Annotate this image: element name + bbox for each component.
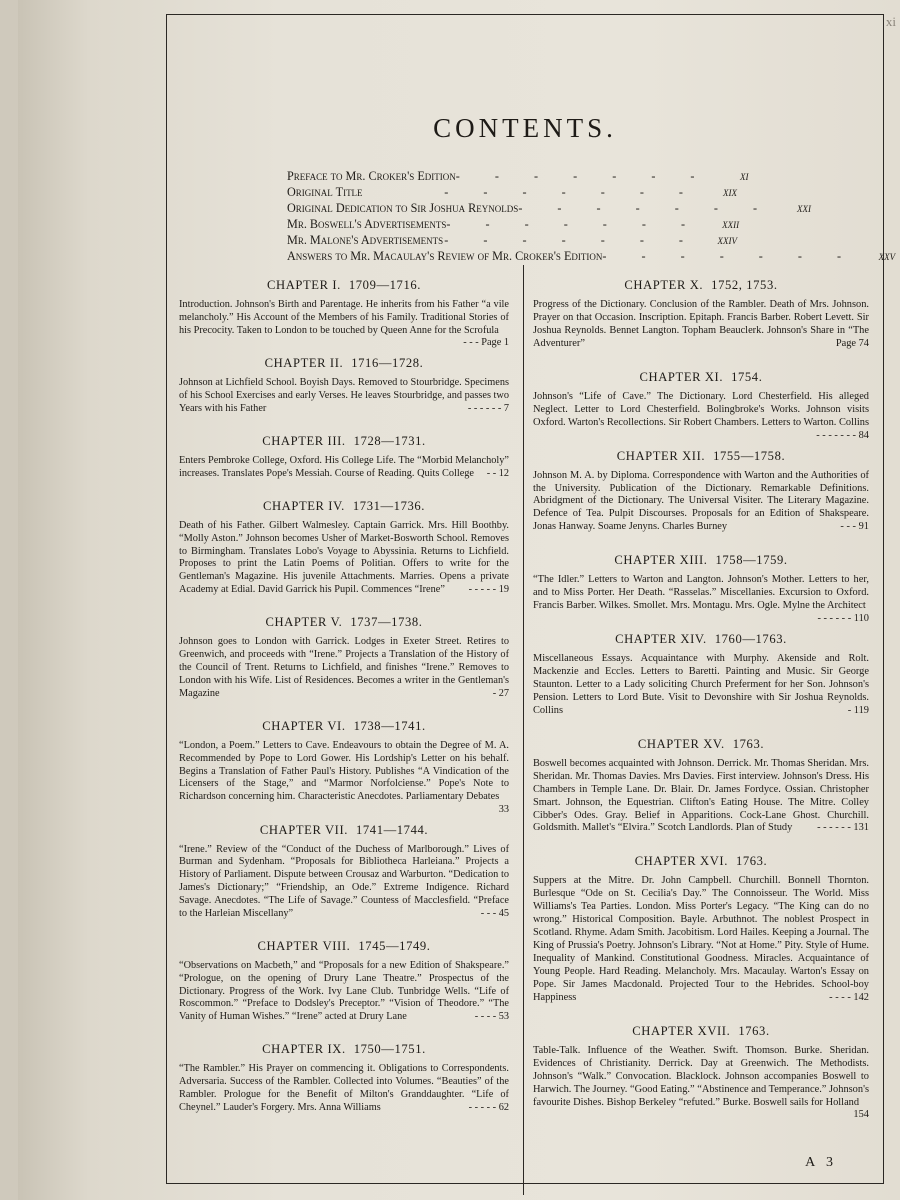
- chapter-summary: [533, 299, 869, 351]
- chapter-summary-text: “Irene.” Review of the “Conduct of the Duchess of Marlborough.” Lives of Burman and Sydenham. “Proposals for Bibliotheca Harleiana.” Projects a History of Parliament. Dispute between Crousaz and Warburton. “Dedication to James's Dictionary;” “Friendship, an Ode.” Extreme Indigence. Richard Savage. Anecdotes. “The Life of Savage.” Countess of Macclesfield. “Preface to the Harleian Miscellany”: [179, 843, 509, 919]
- prelim-label: Original Title: [287, 185, 363, 199]
- chapter-years: 1758—1759.: [715, 553, 788, 568]
- chapter-heading: [533, 853, 869, 869]
- chapter-summary: [179, 960, 509, 1024]
- chapter-number: CHAPTER II.: [264, 355, 344, 370]
- chapter-number: CHAPTER X.: [624, 278, 704, 292]
- chapter-heading: [533, 736, 869, 752]
- prelim-label: Preface to Mr. Croker's Edition: [287, 169, 456, 183]
- chapter-number: CHAPTER XIV.: [615, 632, 707, 647]
- chapter-years: 1709—1716.: [348, 278, 421, 292]
- chapter-summary: [179, 636, 509, 700]
- chapter-heading: [533, 277, 869, 293]
- leader-dashes: - - - - - - -: [444, 233, 699, 247]
- column-divider: [523, 265, 524, 1195]
- chapter-summary-text: Table-Talk. Influence of the Weather. Swift. Thomson. Burke. Sheridan. Evidences of Christianity. Derrick. Day at Greenwich. The Methodists. Johnson's “Walk.” Convocation. Blacklock. Johnson accompanies Boswell to Harwich. The Journey. “Good Eating.” “Abstinence and Temperance.” Johnson's favourite Dishes. Bishop Berkeley “refuted.” Burke. Boswell sails for Holland: [533, 1044, 869, 1108]
- chapter-number: CHAPTER IV.: [262, 499, 345, 513]
- prelim-page: xxi: [797, 201, 812, 215]
- chapter-entry: [533, 631, 869, 718]
- leader-dashes: - - - - - - -: [444, 185, 699, 199]
- prelim-list: [287, 168, 896, 264]
- corner-page-number: xi: [885, 14, 896, 29]
- chapter-page: - - - - - - 131: [817, 822, 869, 834]
- right-column: [533, 277, 869, 1127]
- chapter-entry: [533, 1023, 869, 1121]
- chapter-number: CHAPTER XIII.: [614, 553, 708, 568]
- chapter-entry: [179, 938, 509, 1024]
- chapter-summary: [533, 470, 869, 535]
- chapter-summary: [533, 574, 869, 625]
- chapter-summary-text: “The Idler.” Letters to Warton and Langton. Johnson's Mother. Letters to her, and to Miss Porter. Her Death. “Rasselas.” Miscellanies. Excursion to Oxford. Francis Barber. Wilkes. Smollet. Mrs. Montagu. Mrs. Ogle. Mylne the Architect: [533, 574, 869, 612]
- chapter-page: - - 12: [486, 467, 509, 479]
- chapter-years: 1731—1736.: [352, 499, 426, 513]
- signature-mark: A 3: [805, 1155, 837, 1170]
- chapter-years: 1745—1749.: [358, 938, 431, 953]
- leader-dashes: - - - - - - -: [455, 169, 711, 183]
- chapter-summary-text: Johnson at Lichfield School. Boyish Days. Removed to Stourbridge. Specimens of his School Exercises and early Verses. He leaves Stourbridge, and passes two Years with his Father: [179, 376, 509, 414]
- chapter-summary: [179, 377, 509, 415]
- chapter-years: 1760—1763.: [714, 632, 787, 647]
- chapter-page: - 119: [847, 704, 869, 716]
- chapter-summary-text: Johnson M. A. by Diploma. Correspondence with Warton and the Authorities of the University. Publication of the Dictionary. Remarkable Definitions. Abridgment of the Dictionary. The Universal Visiter. The Literary Magazine. Defence of Tea. Pulpit Discourses. Proposals for an Edition of Shakspeare. Jonas Hanway. Soame Jenyns. Charles Burney: [533, 469, 869, 533]
- left-column: [179, 277, 509, 1132]
- leader-dashes: - - - - - - -: [602, 249, 858, 263]
- leader-dashes: - - - - - - -: [518, 201, 774, 215]
- chapter-number: CHAPTER III.: [262, 433, 346, 448]
- chapter-page: - - - Page 1: [463, 337, 509, 349]
- chapter-summary: [533, 758, 869, 836]
- prelim-page: xxii: [722, 217, 740, 231]
- chapter-summary-text: Enters Pembroke College, Oxford. His College Life. The “Morbid Melancholy” increases. Translates Pope's Messiah. Course of Reading. Quits College: [179, 454, 509, 479]
- chapter-years: 1763.: [732, 736, 765, 751]
- prelim-page: xxiv: [717, 233, 737, 247]
- prelim-label: Answers to Mr. Macaulay's Review of Mr. Croker's Edition: [287, 249, 603, 263]
- chapter-heading: [179, 614, 509, 630]
- chapter-heading: [179, 938, 509, 954]
- prelim-page: xi: [740, 169, 749, 183]
- chapter-page: - - - - - - 7: [467, 402, 509, 414]
- book-page: [18, 0, 900, 1200]
- chapter-page: 33: [498, 804, 509, 815]
- chapter-page: - - - - - - 110: [817, 613, 869, 625]
- prelim-entry: [287, 216, 740, 232]
- chapter-summary-text: Introduction. Johnson's Birth and Parentage. He inherits from his Father “a vile melancholy.” His Account of the Members of his Family. Traditional Stories of his Precocity. Taken to London to be touched by Queen Anne for the Scrofula: [179, 299, 509, 336]
- chapter-page: 154: [853, 1109, 869, 1121]
- chapter-entry: [179, 355, 509, 415]
- chapter-heading: [179, 498, 509, 514]
- prelim-page: xix: [723, 185, 737, 199]
- chapter-summary: [533, 1044, 869, 1121]
- chapter-entry: [533, 448, 869, 535]
- chapter-page: - - - - - - - 84: [816, 429, 869, 441]
- chapter-number: CHAPTER IX.: [262, 1042, 346, 1057]
- chapter-entry: [179, 433, 509, 481]
- chapter-heading: [179, 1041, 509, 1057]
- chapter-number: CHAPTER XII.: [616, 448, 706, 463]
- chapter-page: - - - - 142: [829, 991, 869, 1003]
- chapter-summary: [179, 1063, 509, 1114]
- chapter-entry: [533, 369, 870, 441]
- chapter-summary-text: Johnson goes to London with Garrick. Lodges in Exeter Street. Retires to Greenwich, and proceeds with “Irene.” Projects a Translation of the History of the Council of Trent. Returns to Lichfield, and finishes “Irene.” Removes to London with his Wife. List of Residences. Becomes a writer in the Gentleman's Magazine: [179, 636, 509, 699]
- chapter-summary: [179, 520, 509, 597]
- chapter-summary: [533, 390, 870, 441]
- chapter-heading: [533, 552, 869, 568]
- chapter-years: 1716—1728.: [351, 355, 424, 370]
- page-title: CONTENTS.: [433, 113, 617, 143]
- chapter-entry: [533, 736, 869, 836]
- chapter-number: CHAPTER VI.: [262, 718, 346, 733]
- chapter-heading: [533, 448, 869, 464]
- chapter-number: CHAPTER VIII.: [257, 938, 351, 953]
- chapter-years: 1737—1738.: [350, 615, 423, 630]
- chapter-years: 1755—1758.: [713, 448, 786, 463]
- chapter-years: 1738—1741.: [353, 718, 426, 733]
- chapter-heading: [179, 822, 509, 838]
- chapter-years: 1741—1744.: [356, 822, 429, 837]
- chapter-heading: [179, 277, 509, 293]
- chapter-summary-text: Miscellaneous Essays. Acquaintance with Murphy. Akenside and Rolt. Mackenzie and Eccles. Letters to Baretti. Painting and Music. Sir George Staunton. Letter to a Lady soliciting Church Preferment for her Son. Johnson's Pension. Letters to Lord Bute. Visit to Devonshire with Sir Joshua Reynolds. Collins: [533, 653, 869, 716]
- chapter-heading: [533, 631, 869, 647]
- chapter-summary: [179, 455, 509, 481]
- chapter-summary: [179, 299, 509, 349]
- chapter-entry: [533, 277, 869, 351]
- prelim-page: xxv: [878, 249, 896, 263]
- chapter-summary: [179, 739, 509, 815]
- prelim-entry: [287, 232, 737, 248]
- prelim-label: Original Dedication to Sir Joshua Reynolds: [287, 201, 519, 215]
- chapter-heading: [179, 355, 509, 371]
- chapter-years: 1763.: [738, 1023, 770, 1038]
- prelim-entry: [287, 248, 896, 264]
- chapter-years: 1752, 1753.: [711, 278, 778, 292]
- chapter-summary-text: Boswell becomes acquainted with Johnson. Derrick. Mr. Thomas Sheridan. Mrs. Sheridan. Mr. Thomas Davies. Mrs Davies. First interview. Johnson's Dress. His Chambers in Temple Lane. Dr. Blair. Dr. James Fordyce. Ossian. Christopher Smart. Johnson, the Equestrian. Clifton's Eating House. The Mitre. Colley Cibber's Odes. Gray. Belief in Apparitions. Cock-Lane Ghost. Churchill. Goldsmith. Mallet's “Elvira.” Scotch Landlords. Plan of Study: [533, 757, 869, 834]
- chapter-years: 1763.: [735, 854, 768, 869]
- chapter-summary-text: “London, a Poem.” Letters to Cave. Endeavours to obtain the Degree of M. A. Recommended by Pope to Lord Gower. His Lordship's Letter on his behalf. Begins a Translation of Father Paul's History. Publishes “A Vindication of the Licensers of the Stage,” and “Marmor Norfolciense.” Pope's Note to Richardson concerning him. Characteristic Anecdotes. Parliamentary Debates: [179, 739, 509, 803]
- chapter-summary: [533, 875, 869, 1004]
- chapter-page: - - - - - 62: [468, 1101, 509, 1113]
- chapter-heading: [533, 1023, 869, 1039]
- chapter-number: CHAPTER XVI.: [634, 854, 728, 869]
- chapter-number: CHAPTER XI.: [639, 369, 724, 384]
- chapter-summary-text: Johnson's “Life of Cave.” The Dictionary. Lord Chesterfield. His alleged Neglect. Letter to Lord Chesterfield. Bolingbroke's Works. Johnson visits Oxford. Warton's Recollections. Sir Robert Chambers. Letters to Warton. Collins: [533, 390, 870, 428]
- chapter-heading: [179, 718, 509, 734]
- chapter-entry: [179, 614, 509, 700]
- chapter-page: - - - 91: [840, 521, 869, 533]
- chapter-years: 1728—1731.: [353, 433, 426, 448]
- text-frame: [166, 14, 896, 1184]
- chapter-years: 1750—1751.: [353, 1042, 426, 1057]
- chapter-summary-text: Suppers at the Mitre. Dr. John Campbell. Churchill. Bonnell Thornton. Burlesque “Ode on St. Cecilia's Day.” The Connoisseur. The World. Miss Williams's Tea Parties. London. Miss Porter's Legacy. “The King can do no wrong.” Historical Composition. Bayle. Arbuthnot. The noblest Prospect in Scotland. Rhyme. Adam Smith. Jacobitism. Lord Hailes. Keeping a Journal. The King of Prussia's Poetry. Johnson's Library. “Not at Home.” Pity. Style of Hume. Inequality of Mankind. Constitutional Goodness. Miracles. Acquaintance of Young People. Hard Reading. Melancholy. Mrs. Macaulay. Warton's Essay on Pope. Sir James Macdonald. Projected Tour to the Hebrides. School-boy Happiness: [533, 875, 869, 1003]
- chapter-summary-text: Progress of the Dictionary. Conclusion of the Rambler. Death of Mrs. Johnson. Prayer on that Occasion. Inscription. Epitaph. Francis Barber. Robert Levett. Sir Joshua Reynolds. Bennet Langton. Topham Beauclerk. Johnson's Share in “The Adventurer”: [533, 299, 869, 349]
- prelim-entry: [287, 184, 737, 200]
- chapter-heading: [179, 433, 509, 449]
- chapter-number: CHAPTER XV.: [637, 736, 725, 751]
- chapter-page: - - - 45: [480, 907, 509, 919]
- chapter-page: - - - - 53: [474, 1011, 509, 1023]
- chapter-page: - - - - - 19: [468, 584, 509, 596]
- chapter-summary: [179, 844, 509, 921]
- prelim-entry: [287, 168, 749, 184]
- chapter-page: - 27: [492, 687, 509, 699]
- chapter-summary-text: “Observations on Macbeth,” and “Proposals for a new Edition of Shakspeare.” “Prologue, on the opening of Drury Lane Theatre.” Prospectus of the Dictionary. Progress of the Work. Ivy Lane Club. Tunbridge Wells. “Life of Roscommon.” “Preface to Dodsley's Preceptor.” “Vision of Theodore.” “The Vanity of Human Wishes.” “Irene” acted at Drury Lane: [179, 959, 509, 1023]
- chapter-number: CHAPTER VII.: [259, 822, 348, 837]
- chapter-years: 1754.: [731, 369, 763, 384]
- chapter-summary: [533, 653, 869, 718]
- chapter-number: CHAPTER I.: [267, 278, 341, 292]
- chapter-entry: [179, 277, 509, 349]
- prelim-label: Mr. Malone's Advertisements: [287, 233, 444, 247]
- chapter-summary-text: Death of his Father. Gilbert Walmesley. Captain Garrick. Mrs. Hill Boothby. “Molly Aston.” Johnson becomes Usher of Market-Bosworth School. Removes to Birmingham. Translates Lobo's Voyage to Abyssinia. Returns to Lichfield. Proposes to print the Latin Poems of Politian. Offers to write for the Gentleman's Magazine. His juvenile Attachments. Marries. Opens a private Academy at Edial. David Garrick his Pupil. Commences “Irene”: [179, 520, 509, 596]
- chapter-entry: [179, 822, 509, 921]
- chapter-entry: [533, 552, 869, 625]
- chapter-page: Page 74: [835, 337, 869, 349]
- chapter-entry: [533, 853, 869, 1004]
- chapter-entry: [179, 718, 509, 815]
- chapter-heading: [533, 369, 869, 385]
- prelim-entry: [287, 200, 812, 216]
- leader-dashes: - - - - - - -: [446, 217, 702, 231]
- chapter-entry: [179, 1041, 509, 1114]
- prelim-label: Mr. Boswell's Advertisements: [287, 217, 447, 231]
- chapter-number: CHAPTER V.: [265, 615, 343, 630]
- chapter-summary-text: “The Rambler.” His Prayer on commencing it. Obligations to Correspondents. Adversaria. Success of the Rambler. Collected into Volumes. “Beauties” of the Rambler. Prologue for the Benefit of Milton's Granddaughter. “Life of Cheynel.” Lauder's Forgery. Mrs. Anna Williams: [179, 1063, 509, 1113]
- chapter-number: CHAPTER XVII.: [632, 1023, 731, 1038]
- chapter-entry: [179, 498, 509, 597]
